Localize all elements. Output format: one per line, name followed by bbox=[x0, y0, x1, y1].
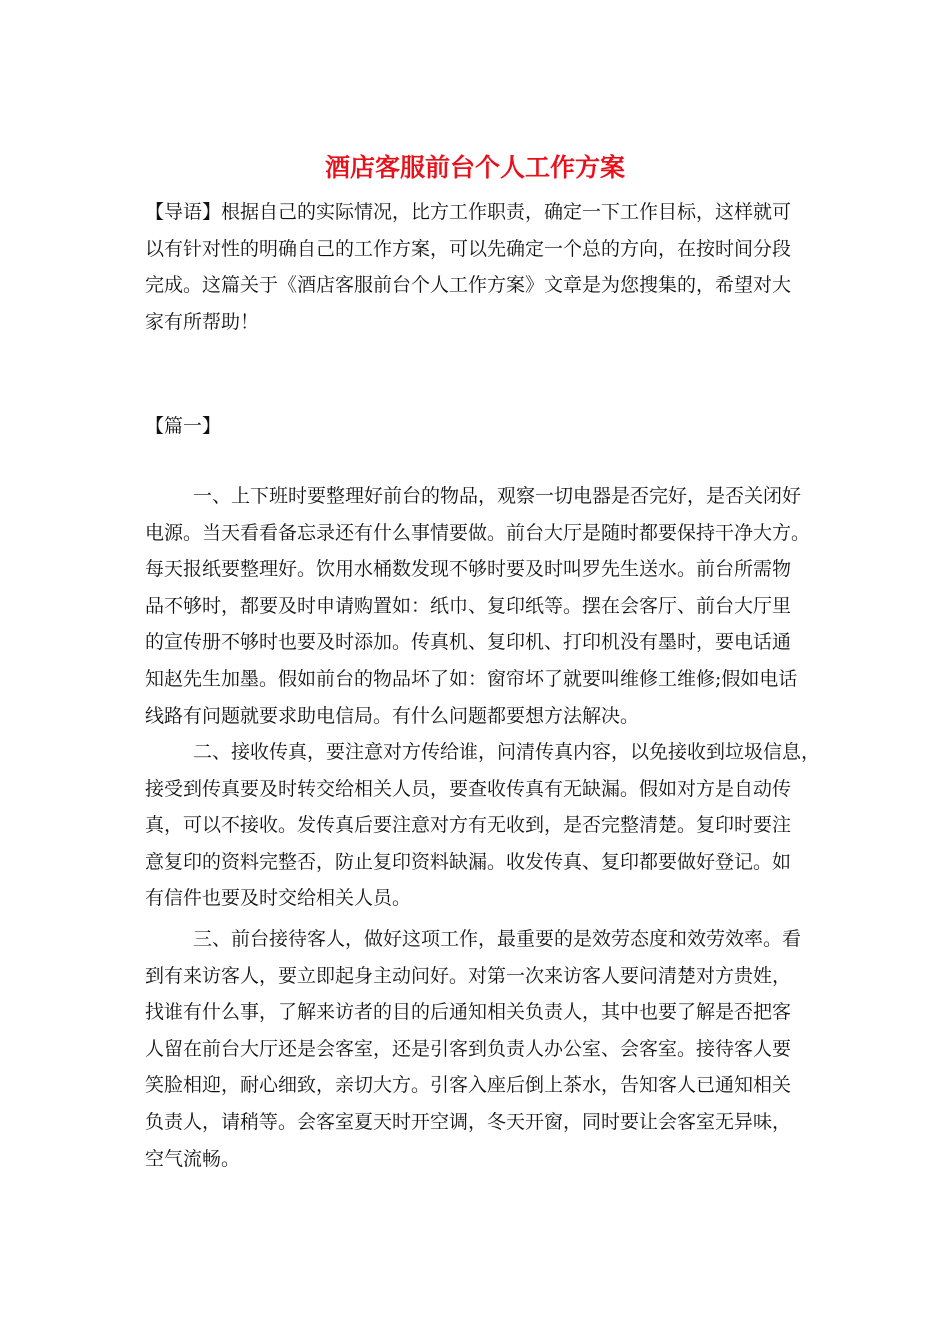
paragraph-line: 知赵先生加墨。假如前台的物品坏了如：窗帘坏了就要叫维修工维修;假如电话 bbox=[145, 667, 798, 690]
paragraph-line: 有信件也要及时交给相关人员。 bbox=[145, 887, 412, 910]
paragraph-line: 品不够时，都要及时申请购置如：纸巾、复印纸等。摆在会客厅、前台大厅里 bbox=[145, 594, 792, 617]
intro-line: 【导语】根据自己的实际情况，比方工作职责，确定一下工作目标，这样就可 bbox=[145, 201, 792, 223]
paragraph-line: 到有来访客人，要立即起身主动问好。对第一次来访客人要问清楚对方贵姓， bbox=[145, 964, 792, 987]
paragraph-line: 空气流畅。 bbox=[145, 1147, 241, 1170]
paragraph-line: 的宣传册不够时也要及时添加。传真机、复印机、打印机没有墨时，要电话通 bbox=[145, 631, 792, 654]
paragraph-line: 意复印的资料完整否，防止复印资料缺漏。收发传真、复印都要做好登记。如 bbox=[145, 850, 792, 873]
document-title: 酒店客服前台个人工作方案 bbox=[324, 153, 625, 182]
paragraph-line: 接受到传真要及时转交给相关人员，要查收传真有无缺漏。假如对方是自动传 bbox=[145, 777, 792, 800]
paragraph-3 bbox=[145, 921, 810, 1177]
paragraph-line: 电源。当天看看备忘录还有什么事情要做。前台大厅是随时都要保持干净大方。 bbox=[145, 521, 811, 544]
paragraph-line: 三、前台接待客人，做好这项工作，最重要的是效劳态度和效劳效率。看 bbox=[193, 928, 802, 950]
paragraph-line: 真，可以不接收。发传真后要注意对方有无收到，是否完整清楚。复印时要注 bbox=[145, 814, 792, 837]
intro-line: 以有针对性的明确自己的工作方案，可以先确定一个总的方向，在按时间分段 bbox=[145, 237, 792, 260]
paragraph-line: 笑脸相迎，耐心细致，亲切大方。引客入座后倒上茶水，告知客人已通知相关 bbox=[145, 1074, 792, 1097]
paragraph-line: 找谁有什么事，了解来访者的目的后通知相关负责人，其中也要了解是否把客 bbox=[145, 1001, 792, 1024]
paragraph-line: 负责人，请稍等。会客室夏天时开空调，冬天开窗，同时要让会客室无异味， bbox=[145, 1110, 792, 1133]
intro-paragraph bbox=[145, 194, 810, 340]
paragraph-1 bbox=[145, 478, 810, 734]
paragraph-line: 一、上下班时要整理好前台的物品，观察一切电器是否完好，是否关闭好 bbox=[193, 485, 802, 507]
paragraph-line: 每天报纸要整理好。饮用水桶数发现不够时要及时叫罗先生送水。前台所需物 bbox=[145, 558, 792, 581]
intro-line: 家有所帮助！ bbox=[145, 310, 260, 333]
paragraph-line: 线路有问题就要求助电信局。有什么问题都要想方法解决。 bbox=[145, 704, 640, 727]
paragraph-2 bbox=[145, 734, 821, 917]
section-label: 【篇一】 bbox=[145, 415, 222, 437]
paragraph-line: 二、接收传真，要注意对方传给谁，问清传真内容，以免接收到垃圾信息， bbox=[193, 741, 821, 763]
intro-line: 完成。这篇关于《酒店客服前台个人工作方案》文章是为您搜集的，希望对大 bbox=[145, 274, 792, 297]
paragraph-line: 人留在前台大厅还是会客室，还是引客到负责人办公室、会客室。接待客人要 bbox=[145, 1037, 792, 1060]
